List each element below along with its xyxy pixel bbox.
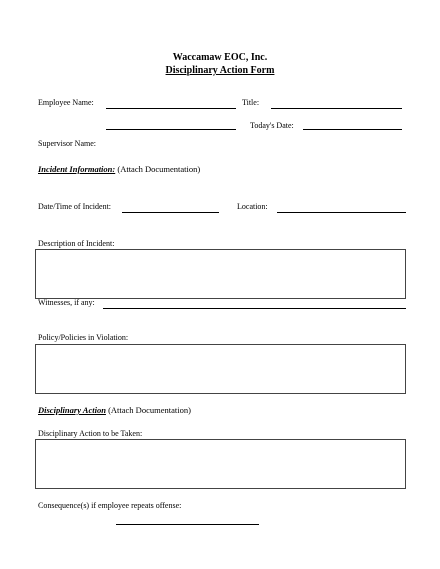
employee-name-line[interactable] — [106, 108, 236, 109]
form-title: Disciplinary Action Form — [165, 65, 275, 76]
witnesses-line[interactable] — [103, 308, 406, 309]
action-to-be-taken-label: Disciplinary Action to be Taken: — [38, 429, 143, 438]
disciplinary-heading-note: (Attach Documentation) — [108, 405, 191, 415]
title-label: Title: — [242, 98, 260, 107]
incident-information-heading — [38, 164, 200, 174]
date-time-incident-line[interactable] — [122, 212, 219, 213]
employee-extra-line[interactable] — [106, 129, 236, 130]
disciplinary-action-heading — [38, 405, 191, 415]
todays-date-line[interactable] — [303, 129, 402, 130]
policy-violation-label: Policy/Policies in Violation: — [38, 333, 129, 342]
employee-name-label: Employee Name: — [38, 98, 94, 107]
description-incident-label: Description of Incident: — [38, 239, 115, 248]
witnesses-label: Witnesses, if any: — [38, 298, 95, 307]
date-time-incident-label: Date/Time of Incident: — [38, 202, 112, 211]
incident-heading-text: Incident Information: — [38, 164, 116, 174]
incident-heading-note: (Attach Documentation) — [117, 164, 201, 174]
location-line[interactable] — [277, 212, 406, 213]
consequences-label: Consequence(s) if employee repeats offense: — [38, 501, 182, 510]
description-incident-box[interactable] — [35, 249, 406, 299]
location-label: Location: — [237, 202, 268, 211]
supervisor-name-label: Supervisor Name: — [38, 139, 96, 148]
todays-date-label: Today's Date: — [250, 121, 294, 130]
consequences-line[interactable] — [116, 524, 259, 525]
title-line[interactable] — [271, 108, 402, 109]
company-name: Waccamaw EOC, Inc. — [172, 52, 268, 63]
disciplinary-heading-text: Disciplinary Action — [38, 405, 106, 415]
policy-violation-box[interactable] — [35, 344, 406, 394]
action-to-be-taken-box[interactable] — [35, 439, 406, 489]
